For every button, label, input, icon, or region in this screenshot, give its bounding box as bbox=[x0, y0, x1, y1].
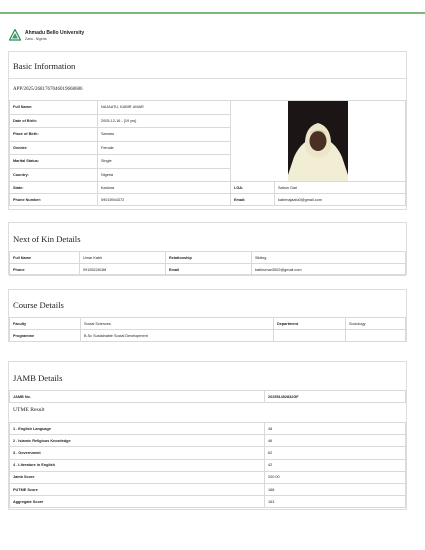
phone-label: Phone Number: bbox=[10, 194, 98, 206]
email-label: Email: bbox=[231, 194, 275, 206]
subject-government-label: 3 . Government bbox=[10, 447, 265, 459]
table-row bbox=[10, 252, 406, 264]
kin-phone-label: Phone bbox=[10, 264, 80, 276]
subject-english-score: 48 bbox=[265, 423, 406, 435]
basic-information-card bbox=[8, 51, 407, 210]
university-location: Zaria - Nigeria bbox=[25, 37, 47, 41]
faculty-label: Faculty bbox=[10, 318, 81, 330]
kin-email-value: kabirumar3002@gmail.com bbox=[252, 264, 406, 276]
subject-irk-label: 2 . Islamic Religious Knowledge bbox=[10, 435, 265, 447]
place-of-birth-label: Place of Birth: bbox=[10, 128, 98, 142]
subject-literature-label: 4 . Literature in English bbox=[10, 459, 265, 471]
marital-status-value: Single bbox=[98, 155, 231, 169]
dob-label: Date of Birth: bbox=[10, 114, 98, 128]
basic-info-table bbox=[9, 100, 406, 206]
jamb-details-title: JAMB Details bbox=[13, 373, 63, 383]
putme-score-label: PUTME Score bbox=[10, 483, 265, 495]
application-number: APP/2025/2681767046019668686 bbox=[9, 78, 406, 100]
next-of-kin-title: Next of Kin Details bbox=[13, 234, 81, 244]
jamb-score-label: Jamb Score bbox=[10, 471, 265, 483]
table-row bbox=[10, 423, 406, 435]
table-row bbox=[10, 318, 406, 330]
utme-results-table bbox=[9, 422, 406, 508]
country-label: Country: bbox=[10, 168, 98, 182]
table-row bbox=[10, 483, 406, 495]
lga-value: Sabon Gari bbox=[275, 182, 406, 194]
putme-score-value: 168 bbox=[265, 483, 406, 495]
course-details-title: Course Details bbox=[13, 300, 64, 310]
kin-fullname-label: Full Name bbox=[10, 252, 80, 264]
photo-cell bbox=[231, 101, 406, 182]
empty-cell bbox=[346, 330, 406, 342]
fullname-label: Full Name: bbox=[10, 101, 98, 115]
gender-label: Gender: bbox=[10, 141, 98, 155]
table-row bbox=[10, 101, 406, 115]
jamb-no-value: 202551452832GF bbox=[265, 391, 406, 403]
state-value: Kaduna bbox=[98, 182, 231, 194]
kin-email-label: Email bbox=[166, 264, 252, 276]
email-value: kabirnajaatu0@gmail.com bbox=[275, 194, 406, 206]
aggregate-score-value: 163 bbox=[265, 496, 406, 508]
university-name: Ahmadu Bello University bbox=[25, 30, 85, 36]
subject-irk-score: 46 bbox=[265, 435, 406, 447]
country-value: Nigeria bbox=[98, 168, 231, 182]
course-details-table bbox=[9, 317, 406, 342]
next-of-kin-table bbox=[9, 251, 406, 276]
table-row bbox=[10, 264, 406, 276]
table-row bbox=[10, 435, 406, 447]
table-row bbox=[10, 496, 406, 508]
aggregate-score-label: Aggregate Score bbox=[10, 496, 265, 508]
jamb-number-table bbox=[9, 390, 406, 403]
next-of-kin-card bbox=[8, 222, 407, 275]
table-row bbox=[10, 471, 406, 483]
kin-phone-value: 09155228188 bbox=[80, 264, 166, 276]
dob-value: 2005-12-16 - [19 yrs] bbox=[98, 114, 231, 128]
programme-value: B.Sc Sustainable Social Development bbox=[81, 330, 274, 342]
jamb-no-label: JAMB No. bbox=[10, 391, 265, 403]
place-of-birth-value: Samaru bbox=[98, 128, 231, 142]
kin-relationship-label: Relationship bbox=[166, 252, 252, 264]
department-value: Sociology bbox=[346, 318, 406, 330]
programme-label: Programme bbox=[10, 330, 81, 342]
basic-information-title: Basic Information bbox=[13, 61, 76, 71]
table-row bbox=[10, 447, 406, 459]
course-details-card bbox=[8, 289, 407, 342]
fullname-value: NAJAATU, KABIR UMAR bbox=[98, 101, 231, 115]
table-row bbox=[10, 391, 406, 403]
gender-value: Female bbox=[98, 141, 231, 155]
faculty-value: Social Sciences bbox=[81, 318, 274, 330]
table-row bbox=[10, 194, 406, 206]
university-logo-icon bbox=[9, 29, 21, 41]
state-label: State: bbox=[10, 182, 98, 194]
subject-english-label: 1 . English Language bbox=[10, 423, 265, 435]
jamb-details-card bbox=[8, 361, 407, 510]
subject-literature-score: 42 bbox=[265, 459, 406, 471]
table-row bbox=[10, 182, 406, 194]
phone-value: 09015944372 bbox=[98, 194, 231, 206]
applicant-photo bbox=[288, 101, 348, 181]
jamb-score-value: 200.00 bbox=[265, 471, 406, 483]
department-label: Department bbox=[274, 318, 346, 330]
kin-relationship-value: Sibling bbox=[252, 252, 406, 264]
empty-cell bbox=[274, 330, 346, 342]
top-accent-bar bbox=[0, 12, 425, 14]
utme-result-title: UTME Result bbox=[13, 407, 45, 413]
kin-fullname-value: Umar Kabir bbox=[80, 252, 166, 264]
marital-status-label: Marital Status: bbox=[10, 155, 98, 169]
table-row bbox=[10, 330, 406, 342]
table-row bbox=[10, 459, 406, 471]
subject-government-score: 62 bbox=[265, 447, 406, 459]
lga-label: LGA: bbox=[231, 182, 275, 194]
